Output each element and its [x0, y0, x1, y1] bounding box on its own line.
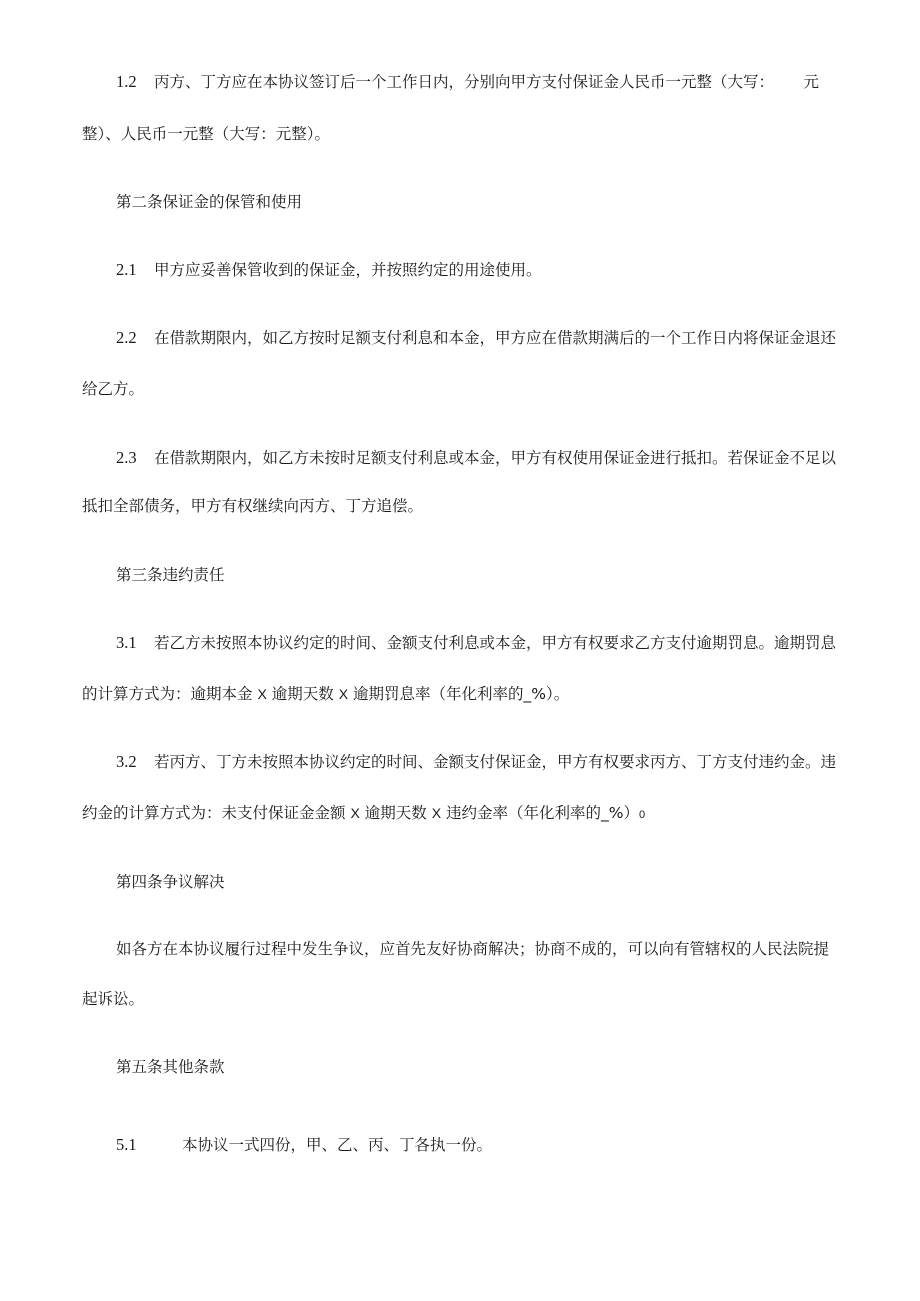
- clause-number: 3.2: [116, 752, 137, 771]
- formula-text: 逾期罚息率（年化利率的_%）。: [352, 685, 570, 703]
- trailing-mark: 0: [638, 809, 646, 821]
- clause-2-2-line-1: [0, 326, 920, 350]
- formula-text: 违约金率（年化利率的_%）: [445, 804, 639, 822]
- clause-line-end: 元: [803, 73, 819, 91]
- article-5-heading: 第五条其他条款: [116, 1058, 225, 1076]
- clause-2-2-line-2: 给乙方。: [82, 380, 145, 398]
- clause-text: 在借款期限内，如乙方按时足额支付利息和本金，甲方应在借款期满后的一个工作日内将保证金退还: [154, 329, 837, 347]
- clause-number: 2.1: [116, 260, 137, 279]
- article-4-text-line-2: 起诉讼。: [82, 990, 145, 1008]
- clause-number: 2.2: [116, 328, 137, 347]
- formula-text: 逾期天数: [271, 685, 334, 703]
- clause-text: 若乙方未按照本协议约定的时间、金额支付利息或本金，甲方有权要求乙方支付逾期罚息。逾期罚息: [154, 634, 837, 652]
- clause-2-3-line-1: [0, 446, 920, 470]
- article-2-heading: 第二条保证金的保管和使用: [116, 193, 303, 211]
- clause-1-2-line-1: [0, 70, 920, 94]
- article-4-text-line-1: 如各方在本协议履行过程中发生争议，应首先友好协商解决；协商不成的，可以向有管辖权的人民法院提: [116, 940, 830, 958]
- clause-number: 2.3: [116, 448, 137, 467]
- clause-text: 若丙方、丁方未按照本协议约定的时间、金额支付保证金，甲方有权要求丙方、丁方支付违约金。违: [154, 753, 837, 771]
- clause-number: 5.1: [116, 1135, 137, 1154]
- clause-1-2-line-2: 整）、人民币一元整（大写：元整）。: [82, 125, 331, 143]
- clause-3-2-line-2: [0, 801, 920, 825]
- formula-text: 逾期天数: [364, 804, 427, 822]
- clause-text: 在借款期限内，如乙方未按时足额支付利息或本金，甲方有权使用保证金进行抵扣。若保证金不足以: [154, 449, 837, 467]
- multiply-sign: X: [338, 686, 349, 702]
- clause-text: 甲方应妥善保管收到的保证金，并按照约定的用途使用。: [154, 261, 542, 279]
- clause-number: 1.2: [116, 72, 137, 91]
- clause-2-3-line-2: 抵扣全部债务，甲方有权继续向丙方、丁方追偿。: [82, 497, 424, 515]
- multiply-sign: X: [431, 805, 442, 821]
- clause-number: 3.1: [116, 633, 137, 652]
- clause-3-2-line-1: [0, 750, 920, 774]
- clause-5-1: [0, 1133, 920, 1157]
- article-3-heading: 第三条违约责任: [116, 566, 225, 584]
- clause-text: 本协议一式四份，甲、乙、丙、丁各执一份。: [182, 1136, 493, 1154]
- clause-2-1: [0, 258, 920, 282]
- formula-text: 的计算方式为：逾期本金: [82, 685, 253, 703]
- clause-3-1-line-2: [0, 682, 920, 706]
- clause-3-1-line-1: [0, 631, 920, 655]
- multiply-sign: X: [350, 805, 360, 821]
- article-4-heading: 第四条争议解决: [116, 873, 225, 891]
- clause-text: 丙方、丁方应在本协议签订后一个工作日内，分别向甲方支付保证金人民币一元整（大写：: [154, 73, 775, 91]
- multiply-sign: X: [257, 686, 267, 702]
- formula-text: 约金的计算方式为：未支付保证金金额: [82, 804, 346, 822]
